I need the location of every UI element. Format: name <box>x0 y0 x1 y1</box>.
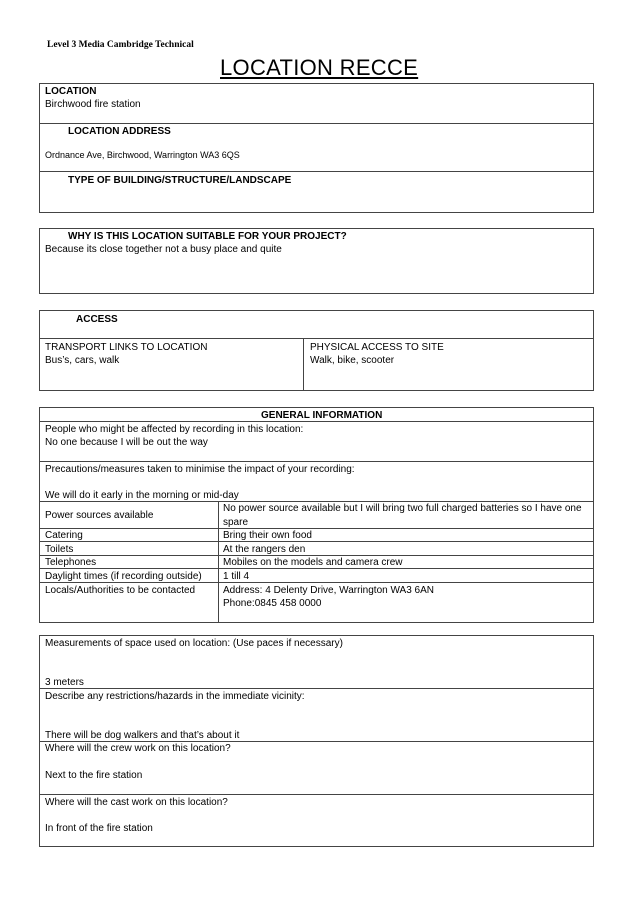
divider <box>39 338 594 339</box>
physical-access-heading: PHYSICAL ACCESS TO SITE <box>310 342 444 353</box>
transport-value: Bus’s, cars, walk <box>45 355 120 366</box>
divider <box>39 123 594 124</box>
crew-question: Where will the crew work on this location? <box>45 743 231 754</box>
divider <box>39 528 594 529</box>
space-question: Measurements of space used on location: (Use paces if necessary) <box>45 638 343 649</box>
table-row-value: No power source available but I will bring two full charged batteries so I have one <box>223 503 582 514</box>
precautions-question: Precautions/measures taken to minimise the impact of your recording: <box>45 464 355 475</box>
address-heading: LOCATION ADDRESS <box>68 126 171 137</box>
cast-question: Where will the cast work on this location? <box>45 797 228 808</box>
table-row-value: Phone:0845 458 0000 <box>223 598 322 609</box>
affected-question: People who might be affected by recording in this location: <box>45 424 304 435</box>
table-row-label: Power sources available <box>45 510 154 521</box>
table-row-label: Catering <box>45 530 83 541</box>
divider <box>39 688 594 689</box>
table-row-value: 1 till 4 <box>223 571 250 582</box>
hazards-question: Describe any restrictions/hazards in the immediate vicinity: <box>45 691 305 702</box>
access-heading: ACCESS <box>76 314 118 325</box>
location-heading: LOCATION <box>45 86 97 97</box>
building-type-heading: TYPE OF BUILDING/STRUCTURE/LANDSCAPE <box>68 175 292 186</box>
precautions-answer: We will do it early in the morning or mid-day <box>45 490 239 501</box>
general-information-heading: GENERAL INFORMATION <box>261 410 383 421</box>
table-row-label: Toilets <box>45 544 74 555</box>
physical-access-value: Walk, bike, scooter <box>310 355 395 366</box>
space-answer: 3 meters <box>45 677 84 688</box>
table-row-label: Telephones <box>45 557 97 568</box>
affected-answer: No one because I will be out the way <box>45 437 208 448</box>
hazards-answer: There will be dog walkers and that’s about it <box>45 730 240 741</box>
divider <box>303 338 304 391</box>
table-row-label: Daylight times (if recording outside) <box>45 571 202 582</box>
divider <box>39 461 594 462</box>
course-label: Level 3 Media Cambridge Technical <box>47 40 194 50</box>
table-row-value: Bring their own food <box>223 530 312 541</box>
crew-answer: Next to the fire station <box>45 770 143 781</box>
divider <box>39 541 594 542</box>
divider <box>39 171 594 172</box>
transport-heading: TRANSPORT LINKS TO LOCATION <box>45 342 208 353</box>
suitability-heading: WHY IS THIS LOCATION SUITABLE FOR YOUR PROJECT? <box>68 231 347 242</box>
page-title: LOCATION RECCE <box>220 55 419 80</box>
address-value: Ordnance Ave, Birchwood, Warrington WA3 6QS <box>45 150 240 160</box>
location-value: Birchwood fire station <box>45 99 141 110</box>
suitability-value: Because its close together not a busy place and quite <box>45 244 282 255</box>
table-row-value: At the rangers den <box>223 544 306 555</box>
table-row-value: spare <box>223 517 249 528</box>
cast-answer: In front of the fire station <box>45 823 153 834</box>
table-row-value: Mobiles on the models and camera crew <box>223 557 403 568</box>
divider <box>39 794 594 795</box>
divider <box>218 501 219 623</box>
table-row-value: Address: 4 Delenty Drive, Warrington WA3 6AN <box>223 585 435 596</box>
table-row-label: Locals/Authorities to be contacted <box>45 585 196 596</box>
